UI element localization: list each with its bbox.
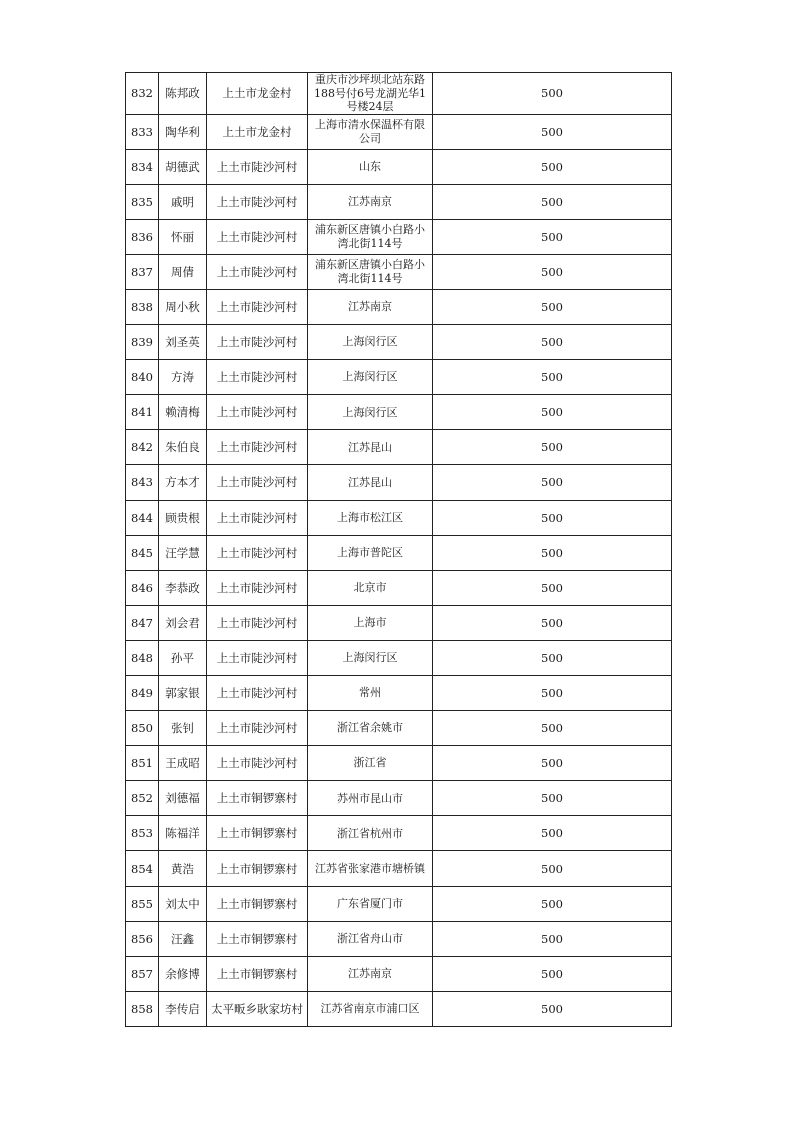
village-name: 上土市陡沙河村 bbox=[207, 395, 308, 430]
village-name: 上土市陡沙河村 bbox=[207, 746, 308, 781]
table-row bbox=[126, 711, 672, 746]
person-name: 黄浩 bbox=[159, 851, 207, 886]
work-address: 浙江省杭州市 bbox=[308, 816, 433, 851]
work-address: 江苏昆山 bbox=[308, 430, 433, 465]
subsidy-amount: 500 bbox=[433, 676, 672, 711]
work-address: 江苏南京 bbox=[308, 184, 433, 219]
person-name: 陈福洋 bbox=[159, 816, 207, 851]
person-name: 方涛 bbox=[159, 360, 207, 395]
subsidy-amount: 500 bbox=[433, 360, 672, 395]
row-number: 832 bbox=[126, 73, 159, 115]
row-number: 854 bbox=[126, 851, 159, 886]
work-address: 江苏省南京市浦口区 bbox=[308, 991, 433, 1026]
subsidy-roster-table bbox=[125, 72, 672, 1027]
village-name: 上土市陡沙河村 bbox=[207, 149, 308, 184]
person-name: 汪鑫 bbox=[159, 921, 207, 956]
work-address: 上海市松江区 bbox=[308, 500, 433, 535]
table-row bbox=[126, 500, 672, 535]
row-number: 833 bbox=[126, 114, 159, 149]
row-number: 858 bbox=[126, 991, 159, 1026]
village-name: 上土市陡沙河村 bbox=[207, 570, 308, 605]
table-row bbox=[126, 114, 672, 149]
village-name: 上土市陡沙河村 bbox=[207, 430, 308, 465]
village-name: 上土市陡沙河村 bbox=[207, 289, 308, 324]
row-number: 850 bbox=[126, 711, 159, 746]
village-name: 上土市陡沙河村 bbox=[207, 325, 308, 360]
work-address: 浙江省余姚市 bbox=[308, 711, 433, 746]
subsidy-amount: 500 bbox=[433, 746, 672, 781]
row-number: 843 bbox=[126, 465, 159, 500]
row-number: 842 bbox=[126, 430, 159, 465]
village-name: 上土市陡沙河村 bbox=[207, 711, 308, 746]
person-name: 朱伯良 bbox=[159, 430, 207, 465]
row-number: 856 bbox=[126, 921, 159, 956]
table-row bbox=[126, 781, 672, 816]
row-number: 834 bbox=[126, 149, 159, 184]
village-name: 上土市铜锣寨村 bbox=[207, 781, 308, 816]
row-number: 852 bbox=[126, 781, 159, 816]
village-name: 上土市陡沙河村 bbox=[207, 640, 308, 675]
person-name: 周小秋 bbox=[159, 289, 207, 324]
table-row bbox=[126, 570, 672, 605]
table-row bbox=[126, 395, 672, 430]
work-address: 浙江省舟山市 bbox=[308, 921, 433, 956]
subsidy-amount: 500 bbox=[433, 149, 672, 184]
subsidy-amount: 500 bbox=[433, 991, 672, 1026]
village-name: 上土市陡沙河村 bbox=[207, 184, 308, 219]
roster-body bbox=[126, 73, 672, 1027]
work-address: 上海闵行区 bbox=[308, 360, 433, 395]
village-name: 上土市陡沙河村 bbox=[207, 500, 308, 535]
row-number: 848 bbox=[126, 640, 159, 675]
person-name: 刘太中 bbox=[159, 886, 207, 921]
work-address: 江苏省张家港市塘桥镇 bbox=[308, 851, 433, 886]
work-address: 北京市 bbox=[308, 570, 433, 605]
table-row bbox=[126, 991, 672, 1026]
person-name: 顾贵根 bbox=[159, 500, 207, 535]
row-number: 835 bbox=[126, 184, 159, 219]
person-name: 李传启 bbox=[159, 991, 207, 1026]
work-address: 江苏南京 bbox=[308, 956, 433, 991]
subsidy-amount: 500 bbox=[433, 816, 672, 851]
table-row bbox=[126, 886, 672, 921]
subsidy-amount: 500 bbox=[433, 535, 672, 570]
person-name: 张钊 bbox=[159, 711, 207, 746]
row-number: 849 bbox=[126, 676, 159, 711]
work-address: 江苏昆山 bbox=[308, 465, 433, 500]
row-number: 838 bbox=[126, 289, 159, 324]
work-address: 广东省厦门市 bbox=[308, 886, 433, 921]
subsidy-amount: 500 bbox=[433, 711, 672, 746]
work-address: 重庆市沙坪坝北站东路188号付6号龙湖光华1号楼24层 bbox=[308, 73, 433, 115]
row-number: 840 bbox=[126, 360, 159, 395]
subsidy-amount: 500 bbox=[433, 781, 672, 816]
subsidy-amount: 500 bbox=[433, 465, 672, 500]
row-number: 836 bbox=[126, 219, 159, 254]
village-name: 上土市陡沙河村 bbox=[207, 254, 308, 289]
person-name: 周倩 bbox=[159, 254, 207, 289]
subsidy-amount: 500 bbox=[433, 219, 672, 254]
work-address: 上海市清水保温杯有限公司 bbox=[308, 114, 433, 149]
village-name: 上土市铜锣寨村 bbox=[207, 851, 308, 886]
subsidy-amount: 500 bbox=[433, 605, 672, 640]
work-address: 江苏南京 bbox=[308, 289, 433, 324]
row-number: 846 bbox=[126, 570, 159, 605]
village-name: 上土市陡沙河村 bbox=[207, 465, 308, 500]
table-row bbox=[126, 149, 672, 184]
work-address: 上海闵行区 bbox=[308, 325, 433, 360]
table-row bbox=[126, 746, 672, 781]
subsidy-amount: 500 bbox=[433, 570, 672, 605]
subsidy-amount: 500 bbox=[433, 254, 672, 289]
person-name: 余修博 bbox=[159, 956, 207, 991]
village-name: 太平畈乡耿家坊村 bbox=[207, 991, 308, 1026]
person-name: 方本才 bbox=[159, 465, 207, 500]
table-row bbox=[126, 325, 672, 360]
village-name: 上土市铜锣寨村 bbox=[207, 886, 308, 921]
table-row bbox=[126, 289, 672, 324]
village-name: 上土市铜锣寨村 bbox=[207, 816, 308, 851]
row-number: 839 bbox=[126, 325, 159, 360]
work-address: 浙江省 bbox=[308, 746, 433, 781]
table-row bbox=[126, 184, 672, 219]
subsidy-amount: 500 bbox=[433, 921, 672, 956]
work-address: 上海闵行区 bbox=[308, 395, 433, 430]
person-name: 李恭政 bbox=[159, 570, 207, 605]
row-number: 847 bbox=[126, 605, 159, 640]
village-name: 上土市龙金村 bbox=[207, 114, 308, 149]
work-address: 上海市 bbox=[308, 605, 433, 640]
row-number: 841 bbox=[126, 395, 159, 430]
table-row bbox=[126, 640, 672, 675]
subsidy-amount: 500 bbox=[433, 500, 672, 535]
work-address: 苏州市昆山市 bbox=[308, 781, 433, 816]
subsidy-amount: 500 bbox=[433, 325, 672, 360]
table-row bbox=[126, 676, 672, 711]
work-address: 浦东新区唐镇小白路小湾北街114号 bbox=[308, 219, 433, 254]
person-name: 刘圣英 bbox=[159, 325, 207, 360]
row-number: 837 bbox=[126, 254, 159, 289]
subsidy-amount: 500 bbox=[433, 430, 672, 465]
row-number: 851 bbox=[126, 746, 159, 781]
village-name: 上土市陡沙河村 bbox=[207, 605, 308, 640]
table-row bbox=[126, 921, 672, 956]
village-name: 上土市陡沙河村 bbox=[207, 219, 308, 254]
person-name: 刘会君 bbox=[159, 605, 207, 640]
table-row bbox=[126, 605, 672, 640]
person-name: 孙平 bbox=[159, 640, 207, 675]
person-name: 陶华利 bbox=[159, 114, 207, 149]
person-name: 郭家银 bbox=[159, 676, 207, 711]
person-name: 戚明 bbox=[159, 184, 207, 219]
village-name: 上土市铜锣寨村 bbox=[207, 921, 308, 956]
person-name: 刘德福 bbox=[159, 781, 207, 816]
village-name: 上土市龙金村 bbox=[207, 73, 308, 115]
person-name: 胡德武 bbox=[159, 149, 207, 184]
subsidy-amount: 500 bbox=[433, 289, 672, 324]
table-row bbox=[126, 816, 672, 851]
table-row bbox=[126, 535, 672, 570]
subsidy-amount: 500 bbox=[433, 851, 672, 886]
village-name: 上土市陡沙河村 bbox=[207, 535, 308, 570]
table-row bbox=[126, 73, 672, 115]
person-name: 怀丽 bbox=[159, 219, 207, 254]
table-row bbox=[126, 360, 672, 395]
work-address: 山东 bbox=[308, 149, 433, 184]
work-address: 上海市普陀区 bbox=[308, 535, 433, 570]
subsidy-amount: 500 bbox=[433, 73, 672, 115]
person-name: 赖清梅 bbox=[159, 395, 207, 430]
row-number: 845 bbox=[126, 535, 159, 570]
subsidy-amount: 500 bbox=[433, 640, 672, 675]
subsidy-amount: 500 bbox=[433, 956, 672, 991]
table-row bbox=[126, 219, 672, 254]
subsidy-amount: 500 bbox=[433, 395, 672, 430]
person-name: 王成昭 bbox=[159, 746, 207, 781]
subsidy-amount: 500 bbox=[433, 886, 672, 921]
village-name: 上土市陡沙河村 bbox=[207, 360, 308, 395]
table-row bbox=[126, 851, 672, 886]
table-row bbox=[126, 254, 672, 289]
row-number: 857 bbox=[126, 956, 159, 991]
subsidy-amount: 500 bbox=[433, 114, 672, 149]
row-number: 855 bbox=[126, 886, 159, 921]
work-address: 上海闵行区 bbox=[308, 640, 433, 675]
village-name: 上土市陡沙河村 bbox=[207, 676, 308, 711]
work-address: 常州 bbox=[308, 676, 433, 711]
row-number: 844 bbox=[126, 500, 159, 535]
row-number: 853 bbox=[126, 816, 159, 851]
work-address: 浦东新区唐镇小白路小湾北街114号 bbox=[308, 254, 433, 289]
table-row bbox=[126, 465, 672, 500]
subsidy-amount: 500 bbox=[433, 184, 672, 219]
table-row bbox=[126, 430, 672, 465]
person-name: 陈邦政 bbox=[159, 73, 207, 115]
person-name: 汪学慧 bbox=[159, 535, 207, 570]
village-name: 上土市铜锣寨村 bbox=[207, 956, 308, 991]
table-row bbox=[126, 956, 672, 991]
